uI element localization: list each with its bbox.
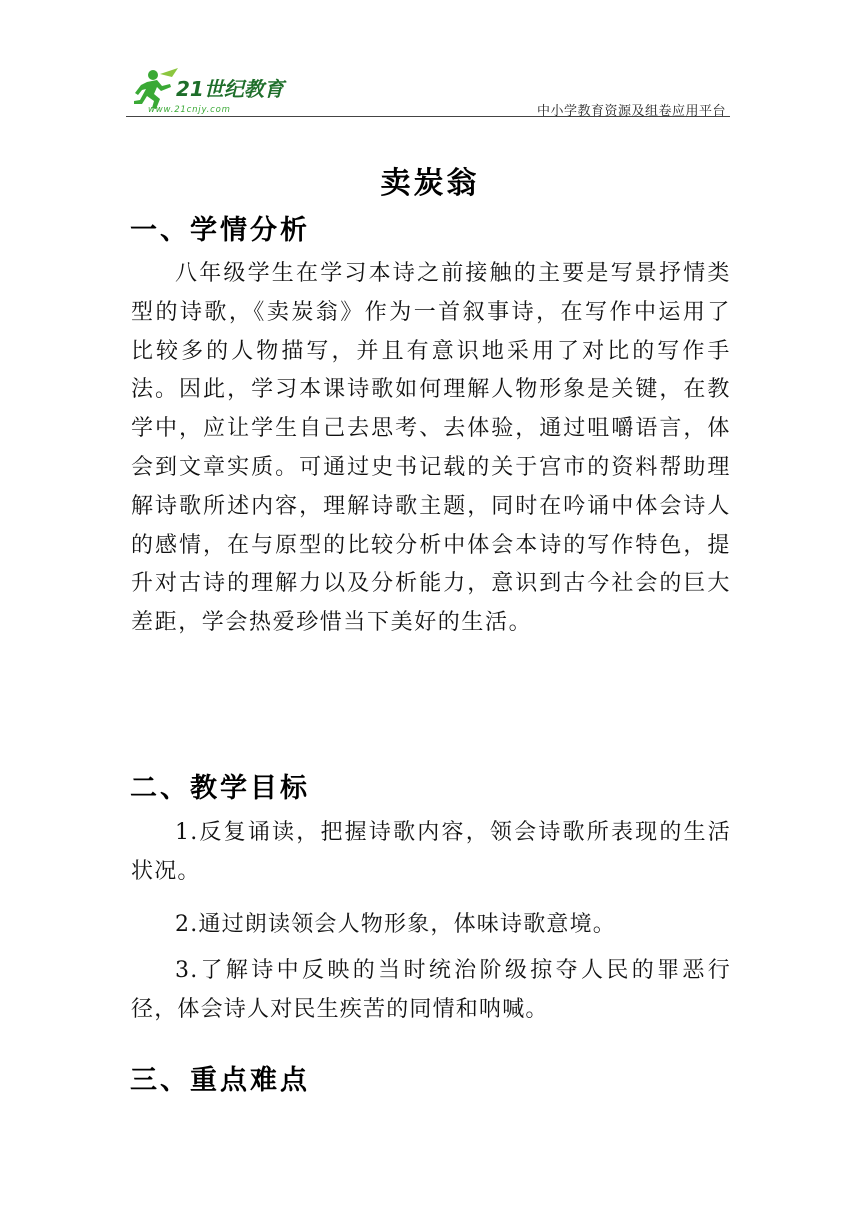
objective-item-1: 1.反复诵读，把握诗歌内容，领会诗歌所表现的生活状况。 bbox=[131, 820, 731, 884]
paragraph-analysis: 八年级学生在学习本诗之前接触的主要是写景抒情类型的诗歌，《卖炭翁》作为一首叙事诗，在写作中运用了比较多的人物描写，并且有意识地采用了对比的写作手法。因此，学习本课诗歌如何理解人物形象是关键，在教学中，应让学生自己去思考、去体验，通过咀嚼语言，体会到文章实质。可通过史书记载的关于宫市的资料帮助理解诗歌所述内容，理解诗歌主题，同时在吟诵中体会诗人的感情，在与原型的比较分析中体会本诗的写作特色，提升对古诗的理解力以及分析能力，意识到古今社会的巨大差距，学会热爱珍惜当下美好的生活。 bbox=[131, 261, 731, 636]
document-title: 卖炭翁 bbox=[380, 166, 480, 201]
logo-url: www.21cnjy.com bbox=[148, 105, 231, 115]
section-heading-key-points: 三、重点难点 bbox=[130, 1065, 310, 1096]
header-tagline: 中小学教育资源及组卷应用平台 bbox=[536, 104, 726, 119]
header-divider bbox=[126, 116, 730, 117]
page-header bbox=[126, 62, 730, 118]
site-logo[interactable] bbox=[126, 62, 296, 116]
objective-item-2: 2.通过朗读领会人物形象，体味诗歌意境。 bbox=[175, 912, 616, 937]
logo-wordmark: 21世纪教育 bbox=[176, 77, 284, 101]
objective-item-3: 3.了解诗中反映的当时统治阶级掠夺人民的罪恶行径，体会诗人对民生疾苦的同情和呐喊。 bbox=[131, 958, 731, 1022]
runner-icon bbox=[134, 68, 178, 109]
section-heading-objectives: 二、教学目标 bbox=[130, 773, 310, 804]
section-heading-analysis: 一、学情分析 bbox=[130, 215, 310, 246]
